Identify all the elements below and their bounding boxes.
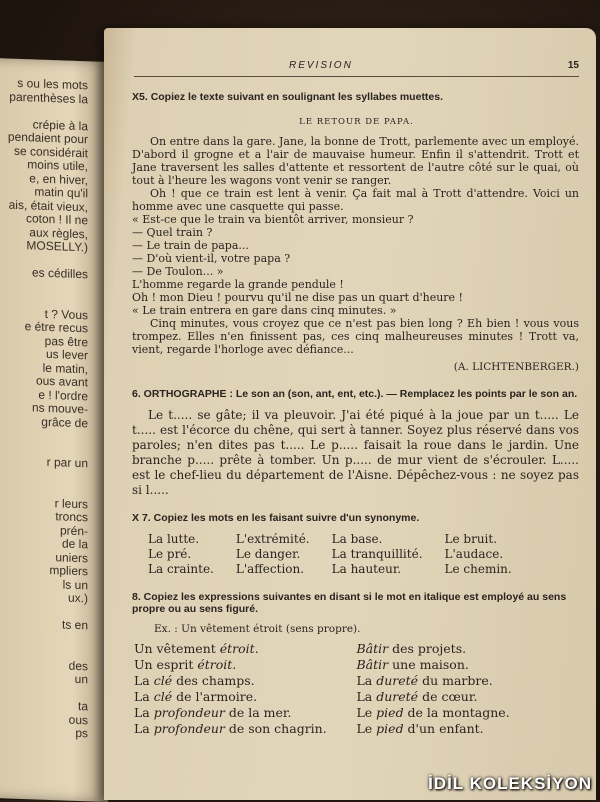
dialogue-line: — Le train de papa... [132,239,249,252]
expression-item [134,657,357,673]
story-paragraph: Oh ! que ce train est lent à venir. Ça fait mal à Trott d'attendre. Voici un homme avec une casquette qui passe. [132,187,579,213]
synonym-word: La crainte. [148,562,214,576]
expression-item [134,705,357,721]
expression-item [357,657,580,673]
story-paragraph: On entre dans la gare. Jane, la bonne de Trott, parlemente avec un employé. D'abord il grogne et a l'air de mauvaise humeur. Enfin il s'attendrit. Trott et Jane traversent les salles d'attente et ressortent de l'autre côté sur le quai, où tout à l'heure les wagons vont venir se ranger. [132,135,579,187]
italic-word: pied [376,705,404,720]
dialogue-line: « Le train entrera en gare dans cinq minutes. » [132,304,397,317]
left-page-line: troncs [55,509,88,525]
italic-word: étroit [197,657,233,672]
synonym-row [148,532,534,547]
expression-text: d'un enfant. [403,721,484,736]
expression-column-left [134,641,357,737]
left-page-line: pendaient pour [7,129,88,147]
exercise-5-heading [132,91,579,103]
left-page-line: ais, était vieux, [8,197,88,214]
italic-word: pied [376,721,404,736]
expression-text: La [356,689,377,704]
expression-text: de son chagrin. [224,721,327,736]
synonym-word: La hauteur. [331,562,402,576]
left-page-text [0,76,108,742]
expression-text: des champs. [172,673,255,688]
expression-text: de la montagne. [403,705,510,720]
expression-text: La [134,673,154,688]
italic-word: dureté [376,689,419,704]
left-page-line: ts en [61,617,88,633]
italic-word: profondeur [153,705,225,720]
running-title: REVISION [289,60,353,71]
left-page-line: us lever [45,346,88,363]
expression-text: La [134,721,154,736]
left-page-line: ux.) [67,590,88,606]
expression-item [134,689,357,705]
dialogue-line: L'homme regarde la grande pendule ! [132,278,344,291]
italic-word: Bâtir [356,657,389,672]
left-page-line: t ? Vous [44,306,88,322]
dialogue-line: Oh ! mon Dieu ! pourvu qu'il ne dise pas un quart d'heure ! [132,291,463,304]
dialogue-line: « Est-ce que le train va bientôt arriver, monsieur ? [132,213,414,226]
synonym-word: La tranquillité. [331,547,423,561]
left-page-line: ta [77,699,88,714]
left-page-line: e ! l'ordre [38,387,88,403]
synonym-word: L'extrémité. [235,532,310,546]
expression-text: des projets. [388,641,467,656]
left-page-line: aux règles, [29,224,88,241]
exercise-6-label: 6. ORTHOGRAPHE [132,388,227,400]
expression-item [134,641,357,657]
synonym-word: Le pré. [148,547,192,561]
synonym-word: Le chemin. [444,562,512,576]
left-page-line: r par un [46,454,88,471]
left-page-line: grâce de [41,414,88,430]
expression-item [357,721,580,737]
dialogue-line: — De Toulon... » [132,265,224,278]
left-page-line: MOSELLY.) [26,238,88,255]
synonym-row [148,547,534,562]
story-closing: Cinq minutes, vous croyez que ce n'est pas bien long ? Eh bien ! vous vous trompez. Elles n'en finissent pas, ces cinq malheureuses minutes ! Trott va, vient, regarde l'horloge avec défiance... [132,317,579,356]
right-page [104,28,596,800]
left-page-line: parenthèses la [9,89,88,106]
left-page-line: prén- [59,522,88,538]
left-page-line: uniers [55,549,88,565]
exercise-7-heading [132,512,579,524]
expression-text: La [134,705,154,720]
expression-item [357,705,580,721]
expression-item [134,721,357,737]
expression-text: de cœur. [418,689,478,704]
story-title: LE RETOUR DE PAPA. [299,117,414,127]
expression-text: de la mer. [224,705,292,720]
expression-column-right [357,641,580,737]
left-page-line: mpliers [49,563,88,579]
expression-text: Le [356,705,377,720]
exercise-6-text: Le t..... se gâte; il va pleuvoir. J'ai été piqué à la joue par un t..... Le t..... est l'écorce du chêne, qui sert à tanner. Soyez plus réservé dans vos paroles; n'en dites pas t..... Le p..... faisait la roue dans le jardin. Une branche p..... prête à tomber. Un p..... de mur vient de s'écrouler. L..... est le chef-lieu du département de l'Aisne. Dépêchez-vous : ne soyez pas si l..... [132,408,579,497]
expression-columns [134,641,579,737]
dialogue-line: — Quel train ? [132,226,213,239]
left-page-line: des [68,658,88,673]
synonym-table [148,532,534,577]
left-page-line: r leurs [54,495,88,511]
left-page-line: un [74,671,88,687]
italic-word: profondeur [153,721,225,736]
exercise-7-heading-text: 7. Copiez les mots en les faisant suivre d'un synonyme. [141,512,420,524]
left-page-line: e, en hiver, [29,170,88,187]
left-page-line: ls un [62,576,88,592]
page-header [134,60,579,77]
expression-item [357,641,580,657]
exercise-5-heading-text: 5. Copiez le texte suivant en soulignant les syllabes muettes. [139,91,444,103]
synonym-word: L'affection. [235,562,305,576]
expression-item [357,673,580,689]
italic-word: Bâtir [356,641,389,656]
italic-word: clé [153,673,173,688]
expression-text: de l'armoire. [172,689,258,704]
expression-text: Un esprit [134,657,198,672]
expression-item [357,689,580,705]
left-page-line: matin qu'il [34,184,88,201]
check-mark-icon: X [132,91,140,103]
left-page-line: e étre recus [24,319,88,336]
check-mark-icon: X [132,512,140,524]
dialogue-line: — D'où vient-il, votre papa ? [132,252,291,265]
left-page-line: crépie à la [32,116,88,133]
left-page-line: se considérait [13,143,88,160]
story-text [132,135,579,374]
story-author: (A. LICHTENBERGER.) [453,361,579,373]
synonym-word: Le bruit. [444,532,498,546]
synonym-word: L'audace. [444,547,504,561]
italic-word: étroit [219,641,255,656]
left-page-line: pas être [44,333,88,349]
left-page-line: es cédilles [31,265,88,282]
page-content [124,60,579,737]
expression-text: La [134,689,154,704]
expression-text: Le [356,721,377,736]
expression-text: La [356,673,377,688]
exercise-8-example: Ex. : Un vêtement étroit (sens propre). [154,623,361,635]
left-page-line: coton ! Il ne [25,211,88,228]
left-page-line: ns mouve- [31,400,88,417]
synonym-row [148,562,534,577]
italic-word: dureté [376,673,419,688]
italic-word: clé [153,689,173,704]
exercise-6-text-block [132,408,579,498]
left-page-line: s ou les mots [17,75,88,93]
expression-text: du marbre. [418,673,493,688]
left-page-line: ous [68,712,88,727]
left-page-line: de la [61,536,88,552]
synonym-word: La base. [331,532,383,546]
synonym-word: Le danger. [235,547,301,561]
exercise-6-heading-text: : Le son an (son, ant, ent, etc.). — Remplacez les points par le son an. [229,388,578,400]
left-page [0,58,108,802]
left-page-line: ps [75,725,88,741]
synonym-word: La lutte. [148,532,200,546]
left-page-line: le matin, [42,360,88,376]
expression-text: . [254,641,259,656]
expression-item [134,673,357,689]
left-page-line: ous avant [35,373,88,390]
expression-text: . [232,657,237,672]
exercise-6-heading [132,388,579,400]
left-page-line: moins utile, [27,157,88,174]
page-number: 15 [567,60,579,71]
expression-text: une maison. [388,657,469,672]
expression-text: Un vêtement [134,641,220,656]
exercise-8-heading: 8. Copiez les expressions suivantes en disant si le mot en italique est employé au sens propre ou au sens figuré. [132,591,567,615]
watermark: İDİL KOLEKSİYON [428,774,592,793]
